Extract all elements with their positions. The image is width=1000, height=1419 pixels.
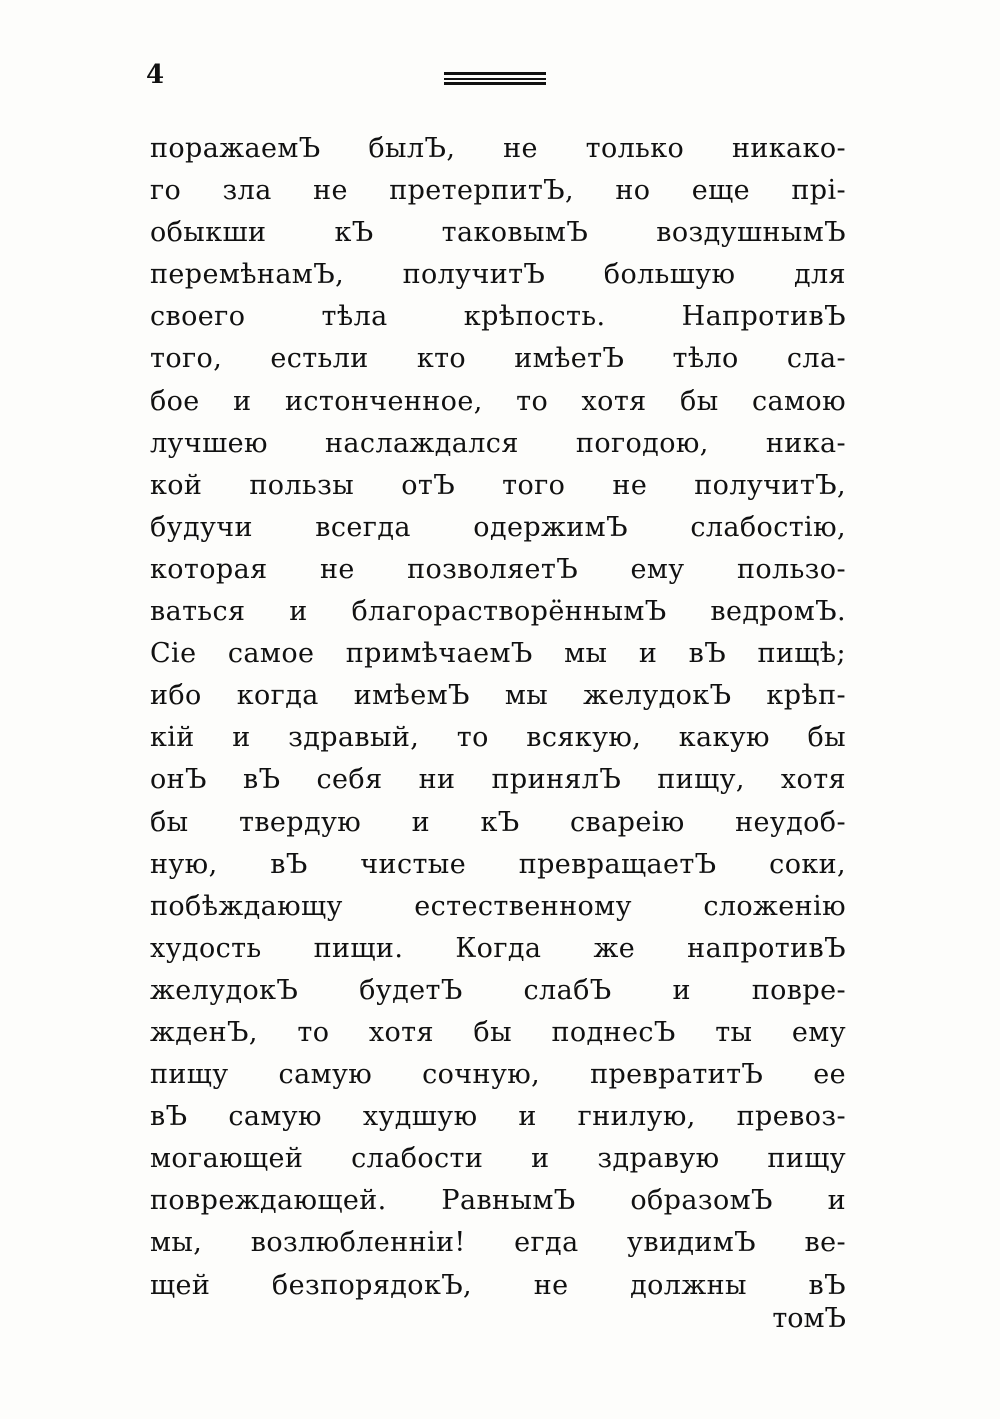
- text-line: мы, возлюбленніи! егда увидимЪ ве-: [150, 1227, 846, 1259]
- text-line: ваться и благорастворённымЪ ведромЪ.: [150, 596, 846, 628]
- text-line: перемѣнамЪ, получитЪ большую для: [150, 259, 846, 291]
- text-line: ибо когда имѣемЪ мы желудокЪ крѣп-: [150, 680, 846, 712]
- text-line: бы твердую и кЪ свареію неудоб-: [150, 806, 846, 838]
- text-line: пищу самую сочную, превратитЪ ее: [150, 1059, 846, 1091]
- text-line: Сіе самое примѣчаемЪ мы и вЪ пищѣ;: [150, 638, 846, 670]
- text-line: своего тѣла крѣпость. НапротивЪ: [150, 301, 846, 333]
- text-line: кой пользы отЪ того не получитЪ,: [150, 469, 846, 501]
- page-number: 4: [146, 60, 165, 90]
- text-line: поражаемЪ былЪ, не только никако-: [150, 133, 846, 164]
- text-line: онЪ вЪ себя ни принялЪ пищу, хотя: [150, 764, 846, 796]
- text-line: кій и здравый, то всякую, какую бы: [150, 722, 846, 754]
- text-line: жденЪ, то хотя бы поднесЪ ты ему: [150, 1016, 846, 1048]
- text-line: вЪ самую худшую и гнилую, превоз-: [150, 1101, 846, 1133]
- text-line: повреждающей. РавнымЪ образомЪ и: [150, 1185, 846, 1217]
- body-text: [150, 128, 846, 1307]
- rule-line-middle: [444, 78, 546, 80]
- header-ornament-rule: [444, 72, 546, 86]
- text-line: щей безпорядокЪ, не должны вЪ: [150, 1269, 846, 1301]
- text-line: побѣждающу естественному сложенію: [150, 890, 846, 922]
- text-line: которая не позволяетЪ ему пользо-: [150, 553, 846, 585]
- text-line: ную, вЪ чистые превращаетЪ соки,: [150, 848, 846, 880]
- text-line: обыкши кЪ таковымЪ воздушнымЪ: [150, 217, 846, 249]
- text-line: желудокЪ будетЪ слабЪ и повре-: [150, 974, 846, 1006]
- text-line: бое и истонченное, то хотя бы самою: [150, 385, 846, 417]
- catchword: томЪ: [772, 1303, 846, 1334]
- text-line: могающей слабости и здравую пищу: [150, 1143, 846, 1175]
- text-line: того, естьли кто имѣетЪ тѣло сла-: [150, 343, 846, 375]
- rule-line-bottom: [444, 82, 546, 85]
- text-line: го зла не претерпитЪ, но еще прі-: [150, 175, 846, 207]
- rule-line-top: [444, 72, 546, 75]
- text-line: лучшею наслаждался погодою, ника-: [150, 427, 846, 459]
- text-line: худость пищи. Когда же напротивЪ: [150, 932, 846, 964]
- text-line: будучи всегда одержимЪ слабостію,: [150, 511, 846, 543]
